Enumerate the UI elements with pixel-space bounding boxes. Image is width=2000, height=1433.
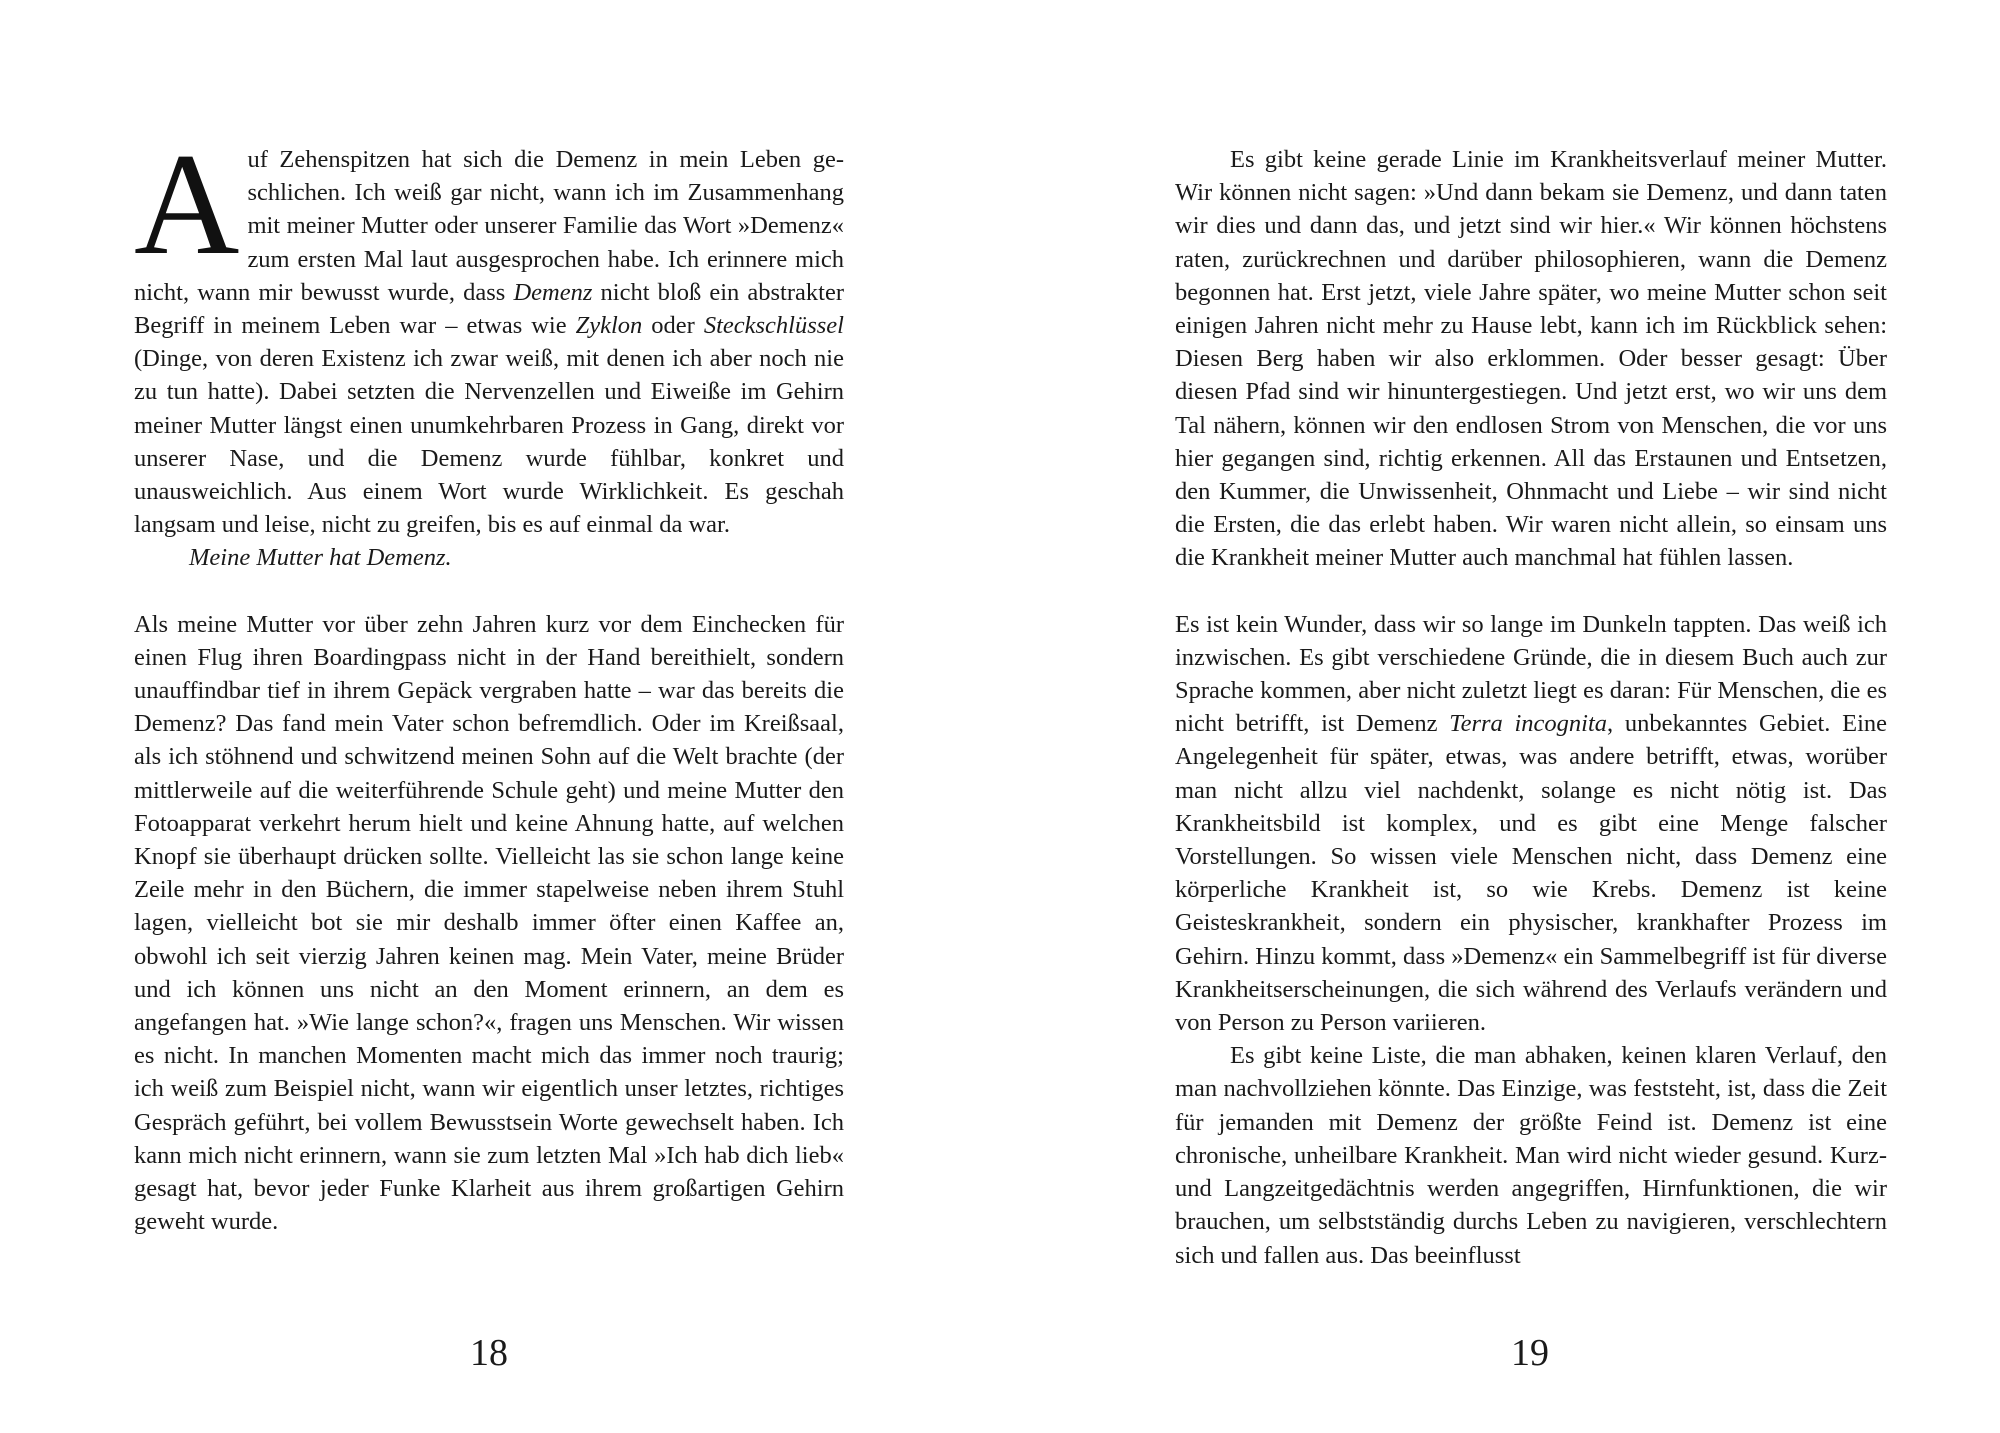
- right-page-text: [1175, 143, 1887, 1272]
- left-page-text: [134, 123, 844, 1239]
- opening-paragraph: [134, 123, 844, 541]
- text-run: , unbekanntes Gebiet. Eine Angelegenheit für später, etwas, was andere betrifft, etwas, worüber man nicht allzu viel nachdenkt, solange es nicht nötig ist. Das Krankheitsbild ist komplex, und es gibt eine Menge falscher Vorstellungen. So wissen viele Menschen nicht, dass Demenz eine körperliche Krankheit ist, so wie Krebs. Demenz ist keine Geisteskrankheit, sondern ein physischer, krankhafter Prozess im Gehirn. Hinzu kommt, dass »Demenz« ein Sammelbegriff ist für diverse Krankheitserscheinungen, die sich während des Verlaufs verändern und von Person zu Person variieren.: [1175, 710, 1888, 1037]
- italic-statement: Meine Mutter hat Demenz.: [189, 544, 452, 572]
- paragraph: Als meine Mutter vor über zehn Jahren kurz vor dem Einchecken für einen Flug ihren Boardingpass nicht in der Hand bereithielt, sondern unauffindbar tief in ihrem Gepäck vergraben hatte – war das bereits die Demenz? Das fand mein Vater schon befremdlich. Oder im Kreißsaal, als ich stöhnend und schwitzend meinen Sohn auf die Welt brachte (der mittlerweile auf die weiterführende Schule geht) und meine Mutter den Fotoapparat verkehrt herum hielt und keine Ahnung hatte, auf welchen Knopf sie überhaupt drücken sollte. Vielleicht las sie schon lange keine Zeile mehr in den Büchern, die immer stapelweise neben ihrem Stuhl lagen, vielleicht bot sie mir deshalb immer öfter einen Kaffee an, obwohl ich seit vierzig Jahren keinen mag. Mein Vater, meine Brüder und ich können uns nicht an den Moment erinnern, an dem es angefangen hat. »Wie lange schon?«, fragen uns Menschen. Wir wissen es nicht. In manchen Momenten macht mich das immer noch traurig; ich weiß zum Beispiel nicht, wann wir eigentlich unser letztes, richtiges Gespräch geführt, bei vollem Bewusstsein Worte gewechselt haben. Ich kann mich nicht erinnern, wann sie zum letzten Mal »Ich hab dich lieb« gesagt hat, bevor jeder Funke Klarheit aus ihrem großartigen Gehirn geweht wurde.: [134, 610, 844, 1236]
- italic-term: Terra incognita: [1449, 710, 1608, 738]
- paragraph: [1175, 608, 1887, 1040]
- text-run: uf Zehenspitzen hat sich die Demenz in mein Leben geschlichen. Ich weiß gar nicht, wann ich im Zusammenhang mit meiner Mutter oder unserer Familie das Wort »Demenz« zum ersten Mal laut ausgesprochen habe. Ich erinnere mich nicht, wann mir bewusst wurde, dass: [134, 146, 844, 306]
- paragraph: Es gibt keine gerade Linie im Krankheitsverlauf meiner Mutter. Wir können nicht sagen: »Und dann bekam sie Demenz, und dann taten wir dies und dann das, und jetzt sind wir hier.« Wir können höchstens raten, zurückrechnen und darüber philosophieren, wann die Demenz begonnen hat. Erst jetzt, viele Jahre später, wo meine Mutter schon seit einigen Jahren nicht mehr zu Hause lebt, kann ich im Rückblick sehen: Diesen Berg haben wir also erklommen. Oder besser gesagt: Über diesen Pfad sind wir hinuntergestiegen. Und jetzt erst, wo wir uns dem Tal nähern, können wir den endlosen Strom von Menschen, die vor uns hier gegangen sind, richtig erkennen. All das Erstaunen und Entsetzen, den Kummer, die Unwissenheit, Ohnmacht und Liebe – wir sind nicht die Ersten, die das erlebt haben. Wir waren nicht allein, so einsam uns die Krankheit meiner Mutter auch manchmal hat fühlen lassen.: [1175, 146, 1887, 572]
- text-run: oder: [642, 312, 704, 340]
- drop-cap: A: [134, 123, 240, 285]
- page-number: 19: [1511, 1332, 1549, 1374]
- italic-term: Zyklon: [575, 312, 643, 340]
- text-run: Es ist kein Wunder, dass wir so lange im Dunkeln tappten. Das weiß ich inzwischen. Es gibt verschiedene Gründe, die in diesem Buch auch zur Sprache kommen, aber nicht zuletzt liegt es daran: Für Menschen, die es nicht betrifft, ist Demenz: [1175, 610, 1887, 738]
- text-run: nicht bloß ein abstrakter Begriff in meinem Leben war – etwas wie: [134, 278, 844, 340]
- paragraph: Es gibt keine Liste, die man abhaken, keinen klaren Verlauf, den man nachvollziehen könnte. Das Einzige, was feststeht, ist, dass die Zeit für jemanden mit Demenz der größte Feind ist. Demenz ist eine chronische, unheilbare Krankheit. Man wird nicht wieder gesund. Kurz- und Langzeitgedächtnis werden angegriffen, Hirnfunktionen, die wir brauchen, um selbstständig durchs Leben zu navigieren, verschlechtern sich und fallen aus. Das beeinflusst: [1175, 1042, 1887, 1269]
- italic-term: Demenz: [513, 278, 593, 306]
- page-number: 18: [470, 1332, 508, 1374]
- right-page: [1000, 0, 2000, 1433]
- text-run: (Dinge, von deren Existenz ich zwar weiß, mit denen ich aber noch nie zu tun hatte). Dabei setzten die Nervenzellen und Eiweiße im Gehirn meiner Mutter längst einen unumkehrbaren Prozess in Gang, direkt vor unserer Nase, und die Demenz wurde fühlbar, konkret und unausweichlich. Aus einem Wort wurde Wirklichkeit. Es geschah langsam und leise, nicht zu greifen, bis es auf einmal da war.: [134, 345, 844, 539]
- italic-term: Steckschlüssel: [703, 312, 844, 340]
